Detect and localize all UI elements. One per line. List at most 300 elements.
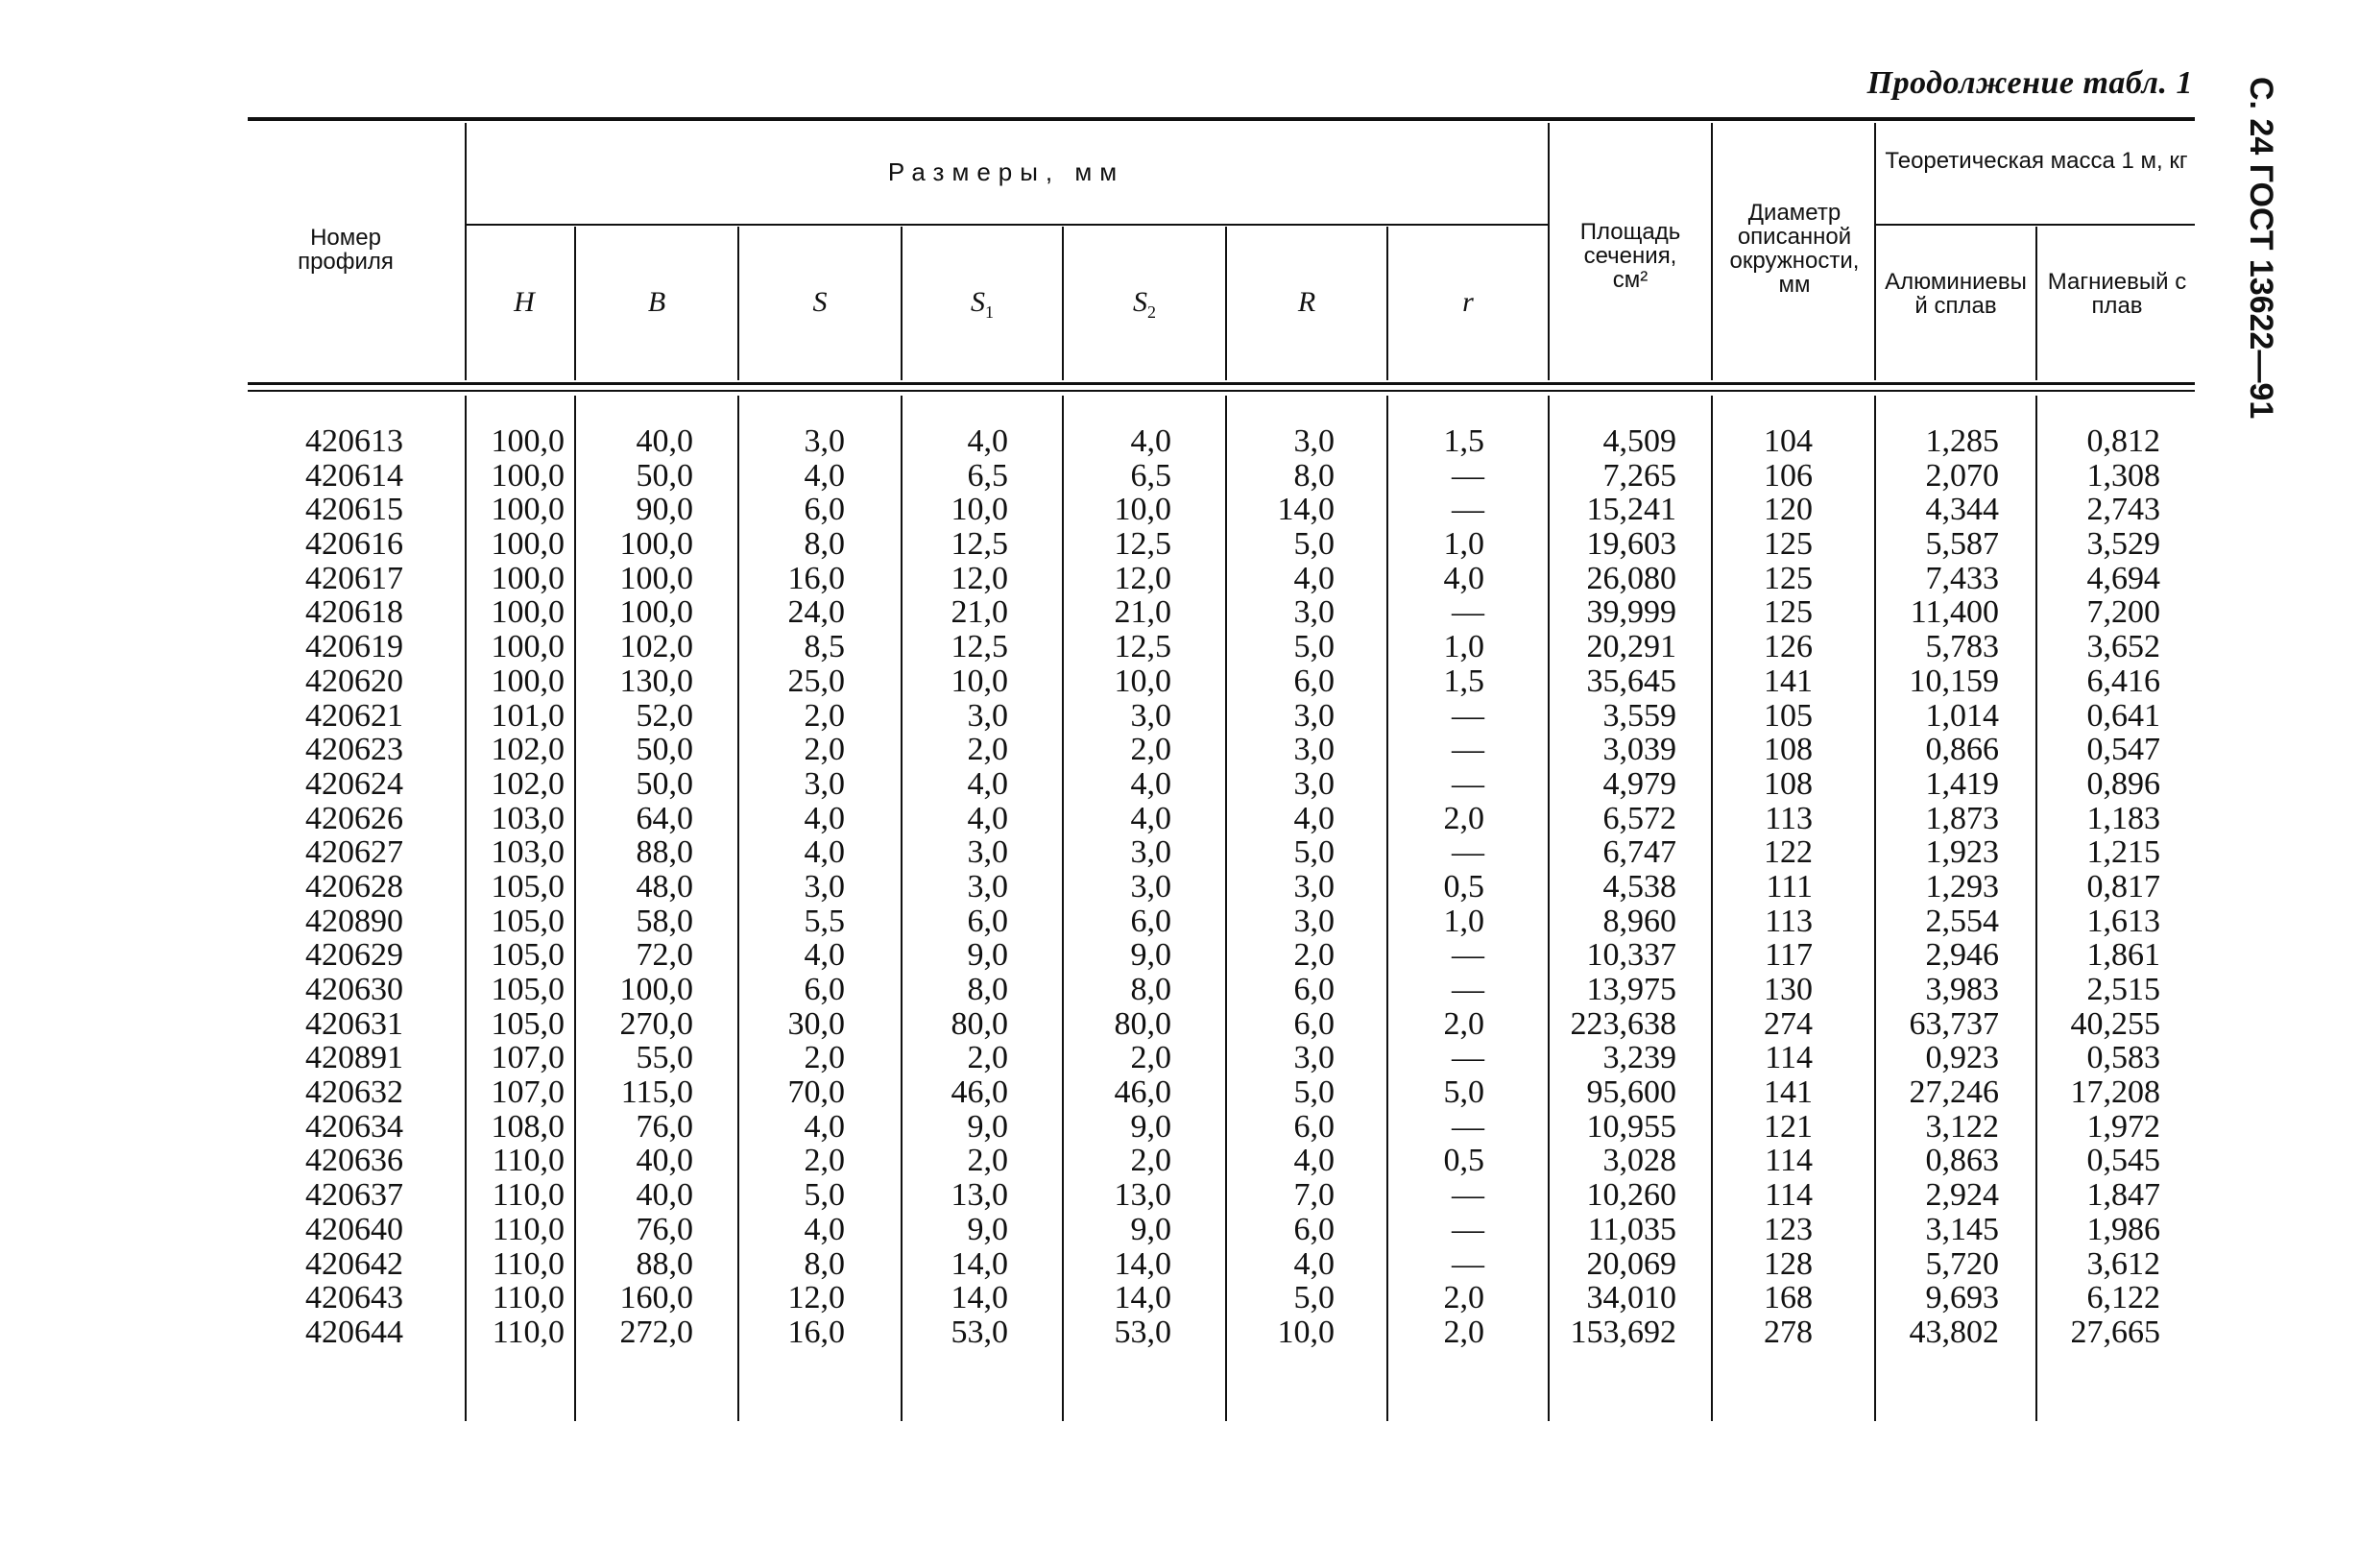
cell-bigr: 6,0: [1293, 1005, 1335, 1042]
cell-magnesium-mass: 27,665: [2070, 1314, 2160, 1350]
cell-profile-number: 420631: [305, 1005, 403, 1042]
cell-diameter: 168: [1764, 1280, 1813, 1316]
header-double-rule-top: [248, 382, 2195, 385]
cell-area: 26,080: [1586, 560, 1676, 596]
cell-area: 3,239: [1602, 1040, 1676, 1076]
cell-s2: 80,0: [1114, 1005, 1171, 1042]
col-line-aluminum: [2035, 227, 2037, 380]
cell-diameter: 278: [1764, 1314, 1813, 1350]
cell-bigr: 4,0: [1293, 1245, 1335, 1282]
cell-b: 40,0: [636, 1143, 693, 1179]
cell-s2: 2,0: [1130, 732, 1171, 768]
cell-profile-number: 420624: [305, 765, 403, 802]
cell-s: 5,5: [804, 903, 845, 939]
cell-bigr: 3,0: [1293, 594, 1335, 631]
symbol-smallr: r: [1462, 286, 1474, 318]
cell-smallr: 1,0: [1443, 629, 1484, 665]
table-row: [0, 1144, 2359, 1178]
cell-s: 3,0: [804, 423, 845, 459]
cell-b: 160,0: [619, 1280, 693, 1316]
table-row: [0, 562, 2359, 596]
cell-bigr: 6,0: [1293, 1211, 1335, 1247]
dimensions-subrule: [465, 224, 1548, 226]
cell-area: 20,291: [1586, 629, 1676, 665]
table-row: [0, 905, 2359, 939]
cell-area: 35,645: [1586, 663, 1676, 699]
cell-smallr: —: [1452, 1108, 1484, 1145]
cell-magnesium-mass: 0,545: [2086, 1143, 2160, 1179]
cell-area: 6,747: [1602, 834, 1676, 871]
cell-s2: 9,0: [1130, 1108, 1171, 1145]
cell-s: 70,0: [787, 1074, 845, 1111]
cell-h: 103,0: [491, 800, 565, 836]
cell-magnesium-mass: 40,255: [2070, 1005, 2160, 1042]
cell-s2: 14,0: [1114, 1245, 1171, 1282]
cell-b: 76,0: [636, 1211, 693, 1247]
table-row: [0, 835, 2359, 870]
cell-magnesium-mass: 3,652: [2086, 629, 2160, 665]
cell-smallr: 2,0: [1443, 800, 1484, 836]
cell-aluminum-mass: 1,419: [1925, 765, 1999, 802]
cell-diameter: 126: [1764, 629, 1813, 665]
cell-s2: 9,0: [1130, 1211, 1171, 1247]
symbol-h: H: [514, 286, 535, 318]
table-row: [0, 1007, 2359, 1042]
cell-b: 100,0: [619, 526, 693, 563]
cell-profile-number: 420618: [305, 594, 403, 631]
cell-b: 76,0: [636, 1108, 693, 1145]
cell-s1: 21,0: [951, 594, 1008, 631]
cell-profile-number: 420642: [305, 1245, 403, 1282]
table-row: [0, 767, 2359, 802]
cell-profile-number: 420627: [305, 834, 403, 871]
cell-s1: 3,0: [967, 868, 1008, 905]
table-row: [0, 938, 2359, 973]
header-mass: Теоретическая масса 1 м, кг: [1885, 148, 2188, 174]
cell-area: 8,960: [1602, 903, 1676, 939]
table-row: [0, 802, 2359, 836]
cell-magnesium-mass: 7,200: [2086, 594, 2160, 631]
side-header: [2226, 77, 2291, 461]
cell-profile-number: 420634: [305, 1108, 403, 1145]
cell-smallr: —: [1452, 834, 1484, 871]
cell-diameter: 121: [1764, 1108, 1813, 1145]
cell-s1: 2,0: [967, 732, 1008, 768]
cell-h: 107,0: [491, 1040, 565, 1076]
cell-magnesium-mass: 4,694: [2086, 560, 2160, 596]
cell-area: 19,603: [1586, 526, 1676, 563]
mass-subrule: [1874, 224, 2195, 226]
table-row: [0, 870, 2359, 905]
cell-profile-number: 420617: [305, 560, 403, 596]
cell-s1: 13,0: [951, 1177, 1008, 1214]
cell-aluminum-mass: 0,863: [1925, 1143, 1999, 1179]
header-double-rule-bottom: [248, 390, 2195, 392]
cell-s1: 8,0: [967, 972, 1008, 1007]
cell-area: 3,028: [1602, 1143, 1676, 1179]
cell-s2: 4,0: [1130, 800, 1171, 836]
cell-smallr: —: [1452, 457, 1484, 494]
cell-h: 105,0: [491, 1005, 565, 1042]
cell-s2: 14,0: [1114, 1280, 1171, 1316]
cell-s2: 6,0: [1130, 903, 1171, 939]
cell-aluminum-mass: 0,923: [1925, 1040, 1999, 1076]
cell-s2: 12,0: [1114, 560, 1171, 596]
cell-b: 100,0: [619, 560, 693, 596]
header-diameter: Диаметр описанной окружности, мм: [1729, 200, 1860, 298]
cell-diameter: 130: [1764, 972, 1813, 1007]
cell-aluminum-mass: 2,924: [1925, 1177, 1999, 1214]
table-row: [0, 1315, 2359, 1350]
table-row: [0, 1213, 2359, 1247]
header-area: Площадь сечения, см²: [1579, 219, 1681, 293]
cell-diameter: 125: [1764, 526, 1813, 563]
cell-magnesium-mass: 6,122: [2086, 1280, 2160, 1316]
cell-s: 30,0: [787, 1005, 845, 1042]
cell-b: 64,0: [636, 800, 693, 836]
cell-b: 40,0: [636, 1177, 693, 1214]
cell-magnesium-mass: 1,986: [2086, 1211, 2160, 1247]
table-row: [0, 664, 2359, 699]
cell-bigr: 3,0: [1293, 423, 1335, 459]
cell-profile-number: 420629: [305, 937, 403, 974]
cell-diameter: 114: [1765, 1143, 1813, 1179]
cell-profile-number: 420614: [305, 457, 403, 494]
cell-diameter: 123: [1764, 1211, 1813, 1247]
cell-smallr: 2,0: [1443, 1314, 1484, 1350]
cell-s: 2,0: [804, 732, 845, 768]
table-row: [0, 1075, 2359, 1110]
cell-b: 58,0: [636, 903, 693, 939]
symbol-s2-sub: 2: [1147, 302, 1156, 322]
cell-bigr: 8,0: [1293, 457, 1335, 494]
cell-magnesium-mass: 0,817: [2086, 868, 2160, 905]
cell-bigr: 6,0: [1293, 663, 1335, 699]
cell-area: 10,337: [1586, 937, 1676, 974]
cell-area: 3,039: [1602, 732, 1676, 768]
cell-diameter: 108: [1764, 732, 1813, 768]
cell-magnesium-mass: 0,583: [2086, 1040, 2160, 1076]
cell-magnesium-mass: 1,215: [2086, 834, 2160, 871]
cell-h: 110,0: [492, 1211, 565, 1247]
cell-profile-number: 420615: [305, 492, 403, 528]
symbol-s2-base: S: [1133, 286, 1147, 318]
cell-b: 88,0: [636, 834, 693, 871]
cell-aluminum-mass: 1,014: [1925, 697, 1999, 734]
cell-s2: 13,0: [1114, 1177, 1171, 1214]
cell-s2: 46,0: [1114, 1074, 1171, 1111]
cell-s2: 3,0: [1130, 697, 1171, 734]
table-row: [0, 973, 2359, 1007]
cell-smallr: —: [1452, 697, 1484, 734]
cell-magnesium-mass: 0,547: [2086, 732, 2160, 768]
cell-aluminum-mass: 11,400: [1910, 594, 1999, 631]
cell-profile-number: 420640: [305, 1211, 403, 1247]
cell-s: 3,0: [804, 868, 845, 905]
cell-profile-number: 420620: [305, 663, 403, 699]
cell-profile-number: 420626: [305, 800, 403, 836]
cell-aluminum-mass: 3,145: [1925, 1211, 1999, 1247]
cell-area: 4,538: [1602, 868, 1676, 905]
cell-b: 72,0: [636, 937, 693, 974]
cell-magnesium-mass: 1,972: [2086, 1108, 2160, 1145]
cell-aluminum-mass: 5,720: [1925, 1245, 1999, 1282]
cell-s1: 6,5: [967, 457, 1008, 494]
cell-smallr: —: [1452, 937, 1484, 974]
cell-smallr: —: [1452, 1211, 1484, 1247]
cell-smallr: 0,5: [1443, 1143, 1484, 1179]
col-line-diameter: [1874, 123, 1876, 380]
cell-b: 115,0: [620, 1074, 693, 1111]
cell-profile-number: 420891: [305, 1040, 403, 1076]
cell-s1: 9,0: [967, 937, 1008, 974]
cell-magnesium-mass: 1,847: [2086, 1177, 2160, 1214]
cell-aluminum-mass: 1,873: [1925, 800, 1999, 836]
cell-s: 2,0: [804, 1143, 845, 1179]
cell-b: 270,0: [619, 1005, 693, 1042]
table-row: [0, 1281, 2359, 1315]
cell-diameter: 117: [1765, 937, 1813, 974]
cell-s1: 12,5: [951, 629, 1008, 665]
cell-smallr: 4,0: [1443, 560, 1484, 596]
cell-h: 110,0: [492, 1245, 565, 1282]
cell-b: 90,0: [636, 492, 693, 528]
header-aluminum: Алюминиевый сплав: [1885, 269, 2027, 319]
cell-profile-number: 420644: [305, 1314, 403, 1350]
cell-s2: 9,0: [1130, 937, 1171, 974]
cell-magnesium-mass: 1,308: [2086, 457, 2160, 494]
cell-bigr: 3,0: [1293, 697, 1335, 734]
cell-s: 4,0: [804, 937, 845, 974]
table-row: [0, 595, 2359, 630]
table-row: [0, 1110, 2359, 1145]
cell-profile-number: 420890: [305, 903, 403, 939]
table-row: [0, 1178, 2359, 1213]
cell-area: 10,260: [1586, 1177, 1676, 1214]
cell-profile-number: 420613: [305, 423, 403, 459]
cell-bigr: 5,0: [1293, 1074, 1335, 1111]
cell-area: 20,069: [1586, 1245, 1676, 1282]
cell-s2: 8,0: [1130, 972, 1171, 1007]
cell-profile-number: 420636: [305, 1143, 403, 1179]
cell-profile-number: 420619: [305, 629, 403, 665]
cell-smallr: 1,0: [1443, 526, 1484, 563]
cell-s1: 14,0: [951, 1280, 1008, 1316]
cell-s1: 2,0: [967, 1040, 1008, 1076]
cell-s: 5,0: [804, 1177, 845, 1214]
cell-bigr: 4,0: [1293, 1143, 1335, 1179]
cell-area: 34,010: [1586, 1280, 1676, 1316]
cell-s2: 53,0: [1114, 1314, 1171, 1350]
cell-smallr: —: [1452, 732, 1484, 768]
cell-s2: 12,5: [1114, 526, 1171, 563]
cell-h: 107,0: [491, 1074, 565, 1111]
cell-bigr: 5,0: [1293, 834, 1335, 871]
cell-s: 2,0: [804, 697, 845, 734]
cell-smallr: 5,0: [1443, 1074, 1484, 1111]
cell-smallr: —: [1452, 1245, 1484, 1282]
cell-diameter: 113: [1765, 800, 1813, 836]
cell-magnesium-mass: 2,515: [2086, 972, 2160, 1007]
col-line-area: [1711, 123, 1713, 380]
symbol-bigr: R: [1297, 286, 1316, 318]
cell-diameter: 125: [1764, 560, 1813, 596]
cell-s1: 4,0: [967, 423, 1008, 459]
col-line-smallr: [1548, 123, 1550, 380]
cell-diameter: 108: [1764, 765, 1813, 802]
cell-b: 50,0: [636, 765, 693, 802]
cell-s1: 12,5: [951, 526, 1008, 563]
cell-profile-number: 420630: [305, 972, 403, 1007]
symbol-b: B: [647, 286, 666, 318]
cell-aluminum-mass: 3,983: [1925, 972, 1999, 1007]
cell-smallr: 1,5: [1443, 423, 1484, 459]
cell-diameter: 114: [1765, 1177, 1813, 1214]
cell-profile-number: 420621: [305, 697, 403, 734]
cell-bigr: 3,0: [1293, 868, 1335, 905]
table-row: [0, 424, 2359, 459]
cell-profile-number: 420628: [305, 868, 403, 905]
cell-bigr: 10,0: [1277, 1314, 1335, 1350]
table-row: [0, 459, 2359, 494]
cell-b: 130,0: [619, 663, 693, 699]
cell-diameter: 105: [1764, 697, 1813, 734]
cell-smallr: —: [1452, 594, 1484, 631]
symbol-s2: [1064, 286, 1225, 323]
cell-b: 88,0: [636, 1245, 693, 1282]
cell-b: 272,0: [619, 1314, 693, 1350]
cell-magnesium-mass: 0,812: [2086, 423, 2160, 459]
cell-diameter: 274: [1764, 1005, 1813, 1042]
cell-area: 223,638: [1570, 1005, 1676, 1042]
cell-area: 4,979: [1602, 765, 1676, 802]
cell-aluminum-mass: 27,246: [1909, 1074, 1999, 1111]
cell-b: 102,0: [619, 629, 693, 665]
cell-bigr: 3,0: [1293, 732, 1335, 768]
cell-s2: 2,0: [1130, 1143, 1171, 1179]
cell-h: 110,0: [492, 1280, 565, 1316]
cell-aluminum-mass: 2,070: [1925, 457, 1999, 494]
cell-magnesium-mass: 6,416: [2086, 663, 2160, 699]
continuation-label: Продолжение табл. 1: [1866, 65, 2193, 101]
cell-s: 3,0: [804, 765, 845, 802]
cell-s: 4,0: [804, 457, 845, 494]
cell-smallr: —: [1452, 492, 1484, 528]
cell-s1: 12,0: [951, 560, 1008, 596]
cell-bigr: 6,0: [1293, 972, 1335, 1007]
cell-diameter: 141: [1764, 663, 1813, 699]
symbol-s1: [903, 286, 1062, 323]
cell-s1: 80,0: [951, 1005, 1008, 1042]
cell-magnesium-mass: 0,641: [2086, 697, 2160, 734]
cell-s2: 3,0: [1130, 868, 1171, 905]
cell-bigr: 5,0: [1293, 1280, 1335, 1316]
cell-h: 105,0: [491, 972, 565, 1007]
cell-s: 4,0: [804, 800, 845, 836]
cell-h: 105,0: [491, 903, 565, 939]
cell-smallr: 2,0: [1443, 1005, 1484, 1042]
cell-s2: 12,5: [1114, 629, 1171, 665]
cell-magnesium-mass: 3,529: [2086, 526, 2160, 563]
cell-aluminum-mass: 9,693: [1925, 1280, 1999, 1316]
cell-diameter: 106: [1764, 457, 1813, 494]
cell-s2: 2,0: [1130, 1040, 1171, 1076]
cell-area: 6,572: [1602, 800, 1676, 836]
cell-h: 102,0: [491, 765, 565, 802]
cell-aluminum-mass: 10,159: [1909, 663, 1999, 699]
cell-b: 52,0: [636, 697, 693, 734]
cell-s: 6,0: [804, 492, 845, 528]
cell-s: 16,0: [787, 560, 845, 596]
cell-diameter: 128: [1764, 1245, 1813, 1282]
cell-diameter: 122: [1764, 834, 1813, 871]
table-row: [0, 1247, 2359, 1282]
cell-profile-number: 420643: [305, 1280, 403, 1316]
cell-area: 95,600: [1586, 1074, 1676, 1111]
cell-aluminum-mass: 4,344: [1925, 492, 1999, 528]
cell-h: 110,0: [492, 1143, 565, 1179]
cell-h: 100,0: [491, 457, 565, 494]
cell-s1: 53,0: [951, 1314, 1008, 1350]
header-profile-number: Номер профиля: [298, 225, 394, 275]
cell-s: 8,5: [804, 629, 845, 665]
cell-aluminum-mass: 2,554: [1925, 903, 1999, 939]
cell-smallr: —: [1452, 765, 1484, 802]
cell-h: 100,0: [491, 663, 565, 699]
cell-h: 100,0: [491, 594, 565, 631]
cell-bigr: 14,0: [1277, 492, 1335, 528]
cell-h: 105,0: [491, 868, 565, 905]
cell-s2: 4,0: [1130, 765, 1171, 802]
cell-s1: 9,0: [967, 1108, 1008, 1145]
cell-bigr: 4,0: [1293, 800, 1335, 836]
cell-aluminum-mass: 0,866: [1925, 732, 1999, 768]
cell-h: 100,0: [491, 492, 565, 528]
cell-b: 100,0: [619, 972, 693, 1007]
cell-smallr: —: [1452, 972, 1484, 1007]
cell-bigr: 5,0: [1293, 629, 1335, 665]
table-row: [0, 493, 2359, 527]
cell-b: 48,0: [636, 868, 693, 905]
cell-aluminum-mass: 7,433: [1925, 560, 1999, 596]
cell-profile-number: 420623: [305, 732, 403, 768]
cell-area: 4,509: [1602, 423, 1676, 459]
cell-area: 7,265: [1602, 457, 1676, 494]
cell-h: 110,0: [492, 1177, 565, 1214]
cell-h: 101,0: [491, 697, 565, 734]
cell-h: 108,0: [491, 1108, 565, 1145]
cell-s2: 3,0: [1130, 834, 1171, 871]
cell-s1: 10,0: [951, 663, 1008, 699]
cell-diameter: 104: [1764, 423, 1813, 459]
symbol-s: S: [812, 286, 828, 318]
cell-diameter: 125: [1764, 594, 1813, 631]
cell-smallr: 1,5: [1443, 663, 1484, 699]
cell-profile-number: 420637: [305, 1177, 403, 1214]
cell-s: 4,0: [804, 1211, 845, 1247]
cell-s2: 10,0: [1114, 663, 1171, 699]
cell-area: 11,035: [1587, 1211, 1676, 1247]
cell-diameter: 114: [1765, 1040, 1813, 1076]
cell-h: 100,0: [491, 526, 565, 563]
cell-b: 40,0: [636, 423, 693, 459]
cell-s1: 4,0: [967, 800, 1008, 836]
cell-s: 2,0: [804, 1040, 845, 1076]
cell-aluminum-mass: 2,946: [1925, 937, 1999, 974]
table-row: [0, 527, 2359, 562]
symbol-s1-sub: 1: [985, 302, 994, 322]
cell-aluminum-mass: 3,122: [1925, 1108, 1999, 1145]
